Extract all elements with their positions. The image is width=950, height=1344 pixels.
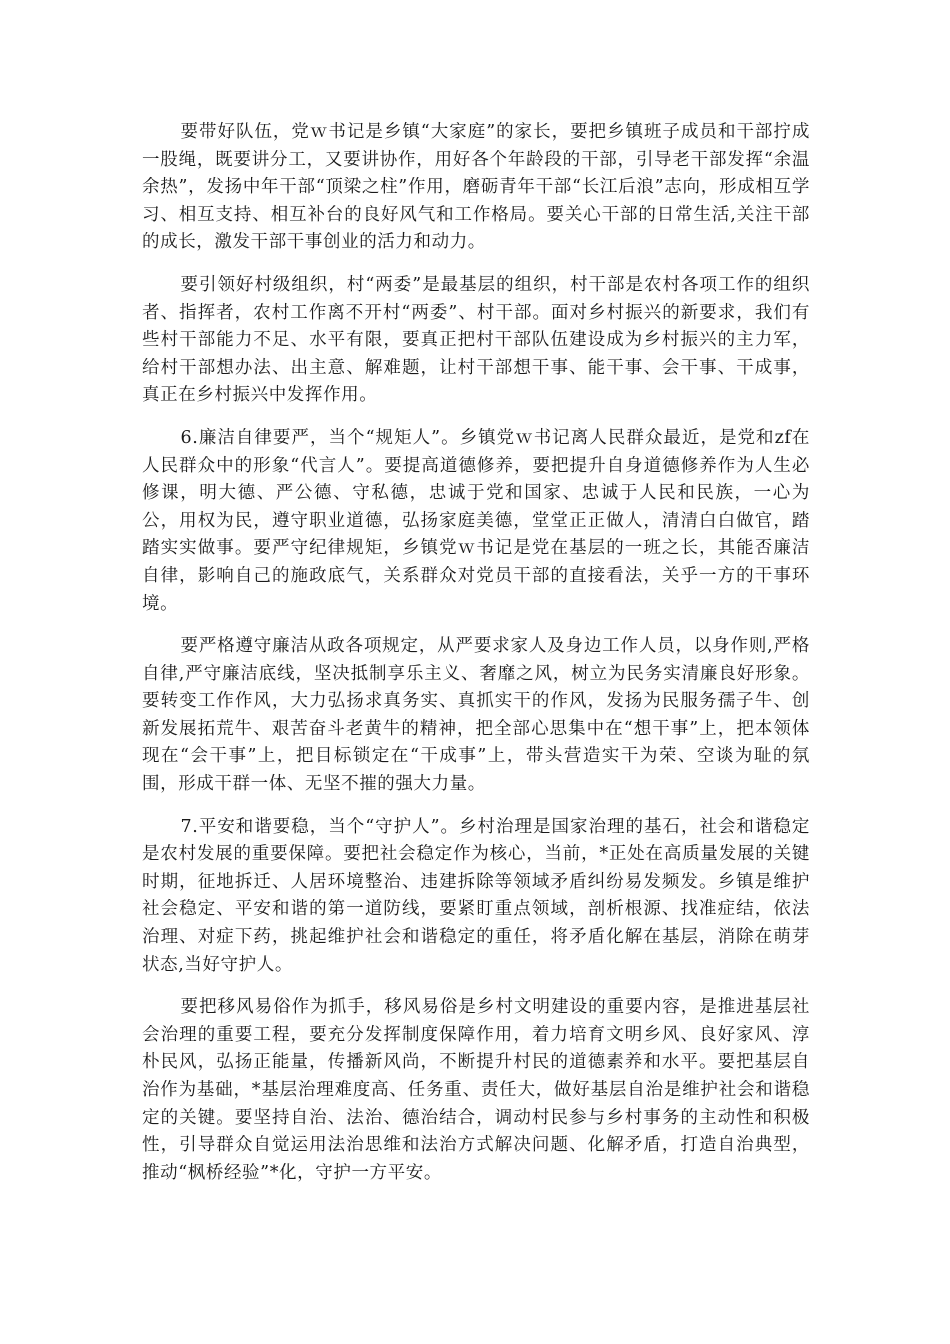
paragraph-integrity-discipline: 6.廉洁自律要严，当个“规矩人”。乡镇党ｗ书记离人民群众最近，是党和zf在人民群众中的形象“代言人”。要提高道德修养，要把提升自身道德修养作为人生必修课，明大德、严公德、守私德，忠诚于党和国家、忠诚于人民和民族，一心为公，用权为民，遵守职业道德，弘扬家庭美德，堂堂正正做人，清清白白做官，踏踏实实做事。要严守纪律规矩，乡镇党ｗ书记是党在基层的一班之长，其能否廉洁自律，影响自己的施政底气，关系群众对党员干部的直接看法，关乎一方的干事环境。: [142, 427, 810, 614]
paragraph-village-organization: 要引领好村级组织，村“两委”是最基层的组织，村干部是农村各项工作的组织者、指挥者，农村工作离不开村“两委”、村干部。面对乡村振兴的新要求，我们有些村干部能力不足、水平有限，要真正把村干部队伍建设成为乡村振兴的主力军，给村干部想办法、出主意、解难题，让村干部想干事、能干事、会干事、干成事，真正在乡村振兴中发挥作用。: [142, 274, 810, 406]
paragraph-clean-governance: 要严格遵守廉洁从政各项规定，从严要求家人及身边工作人员，以身作则,严格自律,严守廉洁底线，坚决抵制享乐主义、奢靡之风，树立为民务实清廉良好形象。要转变工作作风，大力弘扬求真务实、真抓实干的作风，发扬为民服务孺子牛、创新发展拓荒牛、艰苦奋斗老黄牛的精神，把全部心思集中在“想干事”上，把本领体现在“会干事”上，把目标锁定在“干成事”上，带头营造实干为荣、空谈为耻的氛围，形成干群一体、无坚不摧的强大力量。: [142, 636, 810, 795]
paragraph-team-leadership: 要带好队伍，党ｗ书记是乡镇“大家庭”的家长，要把乡镇班子成员和干部拧成一股绳，既要讲分工，又要讲协作，用好各个年龄段的干部，引导老干部发挥“余温余热”，发扬中年干部“顶梁之柱”作用，磨砺青年干部“长江后浪”志向，形成相互学习、相互支持、相互补台的良好风气和工作格局。要关心干部的日常生活,关注干部的成长，激发干部干事创业的活力和动力。: [142, 122, 810, 253]
paragraph-peace-harmony: 7.平安和谐要稳，当个“守护人”。乡村治理是国家治理的基石，社会和谐稳定是农村发展的重要保障。要把社会稳定作为核心，当前，*正处在高质量发展的关键时期，征地拆迁、人居环境整治、违建拆除等领域矛盾纠纷易发频发。乡镇是维护社会稳定、平安和谐的第一道防线，要紧盯重点领域，剖析根源、找准症结，依法治理、对症下药，挑起维护社会和谐稳定的重任，将矛盾化解在基层，消除在萌芽状态,当好守护人。: [142, 816, 810, 975]
document-body: [142, 119, 810, 1202]
paragraph-customs-reform: 要把移风易俗作为抓手，移风易俗是乡村文明建设的重要内容，是推进基层社会治理的重要工程，要充分发挥制度保障作用，着力培育文明乡风、良好家风、淳朴民风，弘扬正能量，传播新风尚，不断提升村民的道德素养和水平。要把基层自治作为基础，*基层治理难度高、任务重、责任大，做好基层自治是维护社会和谐稳定的关键。要坚持自治、法治、德治结合，调动村民参与乡村事务的主动性和积极性，引导群众自觉运用法治思维和法治方式解决问题、化解矛盾，打造自治典型，推动“枫桥经验”*化，守护一方平安。: [142, 997, 810, 1183]
